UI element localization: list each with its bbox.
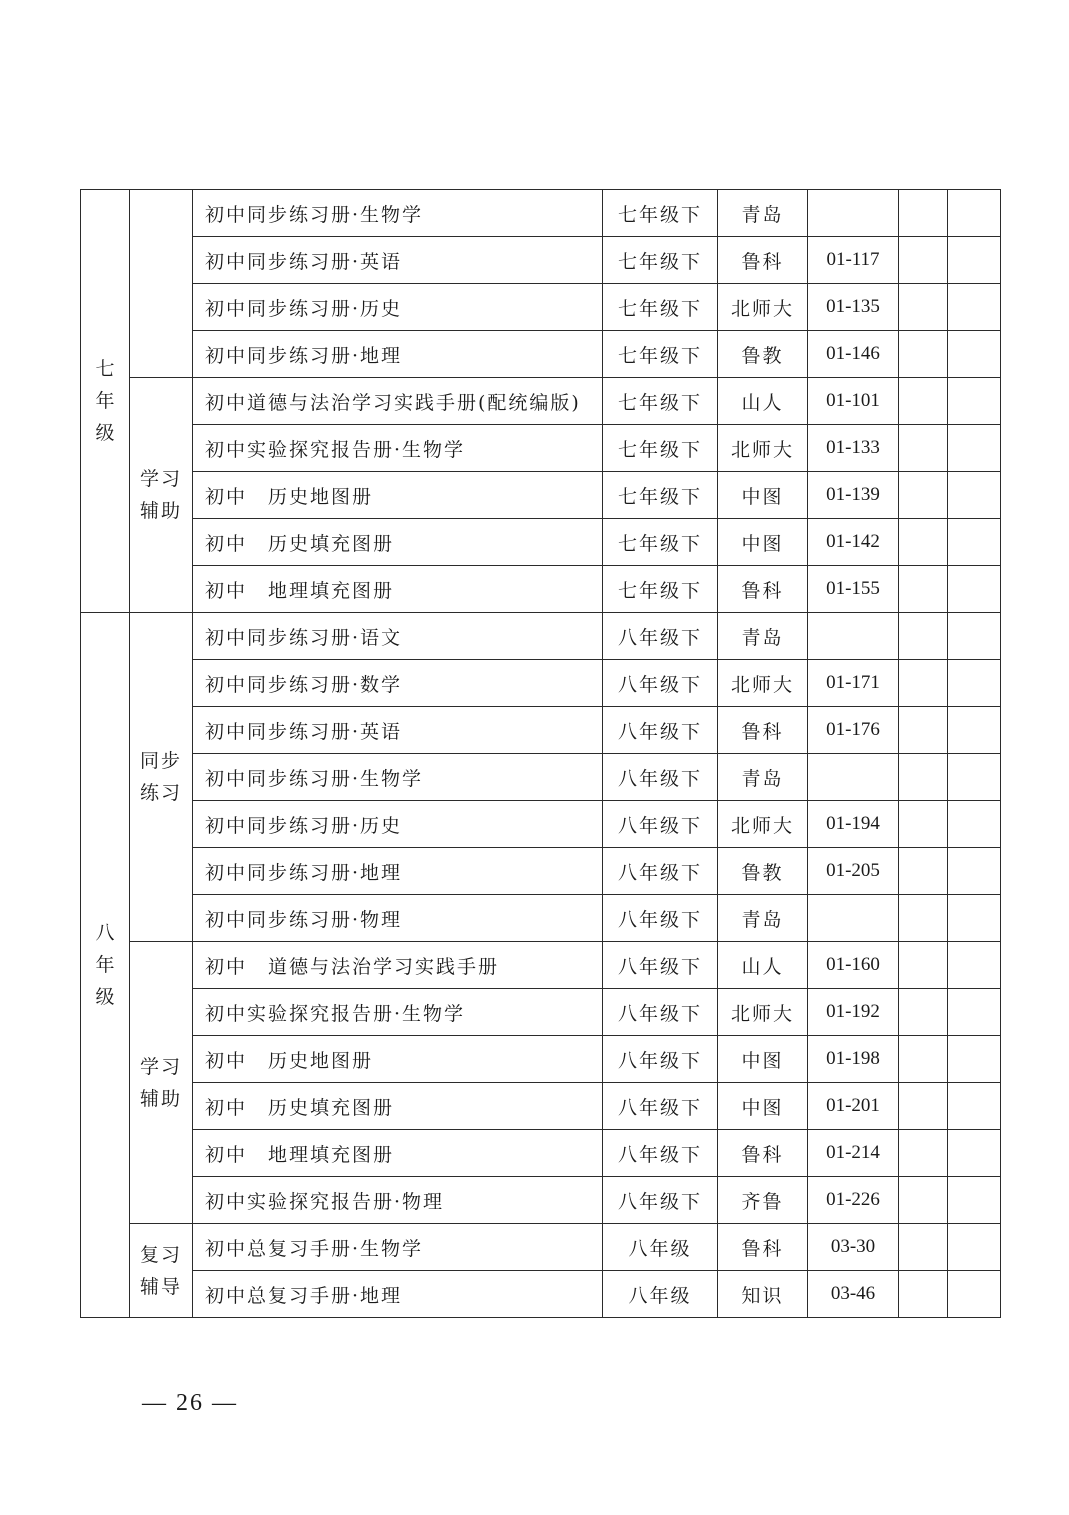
grade-label: 八年级 bbox=[95, 922, 115, 1008]
blank-cell bbox=[948, 519, 1001, 566]
book-title: 初中总复习手册·生物学 bbox=[193, 1224, 603, 1271]
edition-cell: 八年级下 bbox=[603, 754, 718, 801]
book-title: 初中同步练习册·生物学 bbox=[193, 190, 603, 237]
table-row bbox=[81, 989, 1001, 1036]
edition-cell: 七年级下 bbox=[603, 472, 718, 519]
code-cell: 01-146 bbox=[808, 331, 899, 378]
code-cell: 03-30 bbox=[808, 1224, 899, 1271]
edition-cell: 八年级下 bbox=[603, 848, 718, 895]
edition-cell: 八年级 bbox=[603, 1271, 718, 1318]
publisher-cell: 青岛 bbox=[718, 190, 808, 237]
book-title: 初中 历史填充图册 bbox=[193, 519, 603, 566]
edition-cell: 七年级下 bbox=[603, 331, 718, 378]
book-title: 初中道德与法治学习实践手册(配统编版) bbox=[193, 378, 603, 425]
blank-cell bbox=[948, 425, 1001, 472]
publisher-cell: 鲁科 bbox=[718, 1130, 808, 1177]
code-cell: 01-155 bbox=[808, 566, 899, 613]
book-title: 初中 道德与法治学习实践手册 bbox=[193, 942, 603, 989]
table-row bbox=[81, 942, 1001, 989]
code-cell bbox=[808, 895, 899, 942]
blank-cell bbox=[899, 237, 948, 284]
code-cell: 01-142 bbox=[808, 519, 899, 566]
publisher-cell: 青岛 bbox=[718, 613, 808, 660]
table-row bbox=[81, 895, 1001, 942]
blank-cell bbox=[948, 1036, 1001, 1083]
edition-cell: 八年级下 bbox=[603, 1130, 718, 1177]
grade-cell-8 bbox=[81, 613, 130, 1318]
book-title: 初中 地理填充图册 bbox=[193, 1130, 603, 1177]
book-title: 初中实验探究报告册·生物学 bbox=[193, 425, 603, 472]
blank-cell bbox=[899, 519, 948, 566]
table-row bbox=[81, 472, 1001, 519]
publisher-cell: 北师大 bbox=[718, 801, 808, 848]
book-title: 初中同步练习册·英语 bbox=[193, 707, 603, 754]
book-title: 初中 历史地图册 bbox=[193, 1036, 603, 1083]
book-title: 初中 地理填充图册 bbox=[193, 566, 603, 613]
blank-cell bbox=[948, 848, 1001, 895]
table-row bbox=[81, 566, 1001, 613]
blank-cell bbox=[899, 942, 948, 989]
edition-cell: 八年级下 bbox=[603, 1083, 718, 1130]
table-row bbox=[81, 1271, 1001, 1318]
code-cell: 01-226 bbox=[808, 1177, 899, 1224]
code-cell bbox=[808, 754, 899, 801]
table-row bbox=[81, 425, 1001, 472]
edition-cell: 八年级下 bbox=[603, 1036, 718, 1083]
edition-cell: 七年级下 bbox=[603, 425, 718, 472]
book-title: 初中同步练习册·语文 bbox=[193, 613, 603, 660]
code-cell bbox=[808, 190, 899, 237]
book-title: 初中同步练习册·地理 bbox=[193, 331, 603, 378]
blank-cell bbox=[899, 754, 948, 801]
blank-cell bbox=[948, 331, 1001, 378]
blank-cell bbox=[948, 801, 1001, 848]
publisher-cell: 北师大 bbox=[718, 425, 808, 472]
book-title: 初中同步练习册·历史 bbox=[193, 284, 603, 331]
book-title: 初中实验探究报告册·生物学 bbox=[193, 989, 603, 1036]
edition-cell: 八年级下 bbox=[603, 942, 718, 989]
page-number: — 26 — bbox=[142, 1390, 238, 1416]
code-cell: 01-160 bbox=[808, 942, 899, 989]
code-cell bbox=[808, 613, 899, 660]
code-cell: 01-171 bbox=[808, 660, 899, 707]
code-cell: 03-46 bbox=[808, 1271, 899, 1318]
blank-cell bbox=[899, 331, 948, 378]
publisher-cell: 鲁教 bbox=[718, 848, 808, 895]
edition-cell: 八年级下 bbox=[603, 1177, 718, 1224]
edition-cell: 八年级下 bbox=[603, 707, 718, 754]
blank-cell bbox=[899, 707, 948, 754]
book-title: 初中同步练习册·历史 bbox=[193, 801, 603, 848]
table-row bbox=[81, 660, 1001, 707]
book-title: 初中同步练习册·地理 bbox=[193, 848, 603, 895]
grade-label: 七年级 bbox=[95, 358, 115, 444]
publisher-cell: 山人 bbox=[718, 942, 808, 989]
publisher-cell: 知识 bbox=[718, 1271, 808, 1318]
book-title: 初中总复习手册·地理 bbox=[193, 1271, 603, 1318]
blank-cell bbox=[899, 566, 948, 613]
publisher-cell: 青岛 bbox=[718, 895, 808, 942]
blank-cell bbox=[948, 1271, 1001, 1318]
edition-cell: 七年级下 bbox=[603, 237, 718, 284]
edition-cell: 八年级下 bbox=[603, 613, 718, 660]
blank-cell bbox=[899, 1271, 948, 1318]
blank-cell bbox=[948, 754, 1001, 801]
blank-cell bbox=[948, 895, 1001, 942]
book-title: 初中同步练习册·生物学 bbox=[193, 754, 603, 801]
blank-cell bbox=[948, 989, 1001, 1036]
edition-cell: 七年级下 bbox=[603, 566, 718, 613]
blank-cell bbox=[948, 472, 1001, 519]
edition-cell: 七年级下 bbox=[603, 190, 718, 237]
publisher-cell: 北师大 bbox=[718, 660, 808, 707]
blank-cell bbox=[899, 1224, 948, 1271]
code-cell: 01-176 bbox=[808, 707, 899, 754]
code-cell: 01-139 bbox=[808, 472, 899, 519]
blank-cell bbox=[899, 1036, 948, 1083]
blank-cell bbox=[948, 660, 1001, 707]
category-cell bbox=[130, 942, 193, 1224]
publisher-cell: 鲁教 bbox=[718, 331, 808, 378]
code-cell: 01-194 bbox=[808, 801, 899, 848]
edition-cell: 八年级下 bbox=[603, 895, 718, 942]
blank-cell bbox=[948, 1130, 1001, 1177]
code-cell: 01-133 bbox=[808, 425, 899, 472]
blank-cell bbox=[899, 284, 948, 331]
publisher-cell: 中图 bbox=[718, 1083, 808, 1130]
table-row bbox=[81, 519, 1001, 566]
edition-cell: 七年级下 bbox=[603, 284, 718, 331]
table-row bbox=[81, 613, 1001, 660]
publisher-cell: 中图 bbox=[718, 1036, 808, 1083]
blank-cell bbox=[899, 848, 948, 895]
blank-cell bbox=[899, 895, 948, 942]
blank-cell bbox=[948, 1224, 1001, 1271]
blank-cell bbox=[899, 472, 948, 519]
table-row bbox=[81, 237, 1001, 284]
publisher-cell: 鲁科 bbox=[718, 566, 808, 613]
table-row bbox=[81, 848, 1001, 895]
table-row bbox=[81, 707, 1001, 754]
table-row bbox=[81, 378, 1001, 425]
code-cell: 01-135 bbox=[808, 284, 899, 331]
code-cell: 01-192 bbox=[808, 989, 899, 1036]
blank-cell bbox=[948, 566, 1001, 613]
table-row bbox=[81, 331, 1001, 378]
category-cell bbox=[130, 613, 193, 942]
publisher-cell: 鲁科 bbox=[718, 1224, 808, 1271]
category-cell bbox=[130, 1224, 193, 1318]
category-cell bbox=[130, 378, 193, 613]
blank-cell bbox=[948, 284, 1001, 331]
table-row bbox=[81, 1130, 1001, 1177]
code-cell: 01-205 bbox=[808, 848, 899, 895]
publisher-cell: 中图 bbox=[718, 472, 808, 519]
blank-cell bbox=[948, 707, 1001, 754]
publisher-cell: 鲁科 bbox=[718, 707, 808, 754]
publisher-cell: 鲁科 bbox=[718, 237, 808, 284]
publisher-cell: 山人 bbox=[718, 378, 808, 425]
code-cell: 01-214 bbox=[808, 1130, 899, 1177]
blank-cell bbox=[948, 1083, 1001, 1130]
book-title: 初中同步练习册·数学 bbox=[193, 660, 603, 707]
book-title: 初中 历史填充图册 bbox=[193, 1083, 603, 1130]
blank-cell bbox=[899, 1177, 948, 1224]
blank-cell bbox=[948, 190, 1001, 237]
code-cell: 01-117 bbox=[808, 237, 899, 284]
edition-cell: 八年级下 bbox=[603, 989, 718, 1036]
edition-cell: 七年级下 bbox=[603, 519, 718, 566]
book-title: 初中 历史地图册 bbox=[193, 472, 603, 519]
blank-cell bbox=[899, 190, 948, 237]
book-title: 初中实验探究报告册·物理 bbox=[193, 1177, 603, 1224]
blank-cell bbox=[899, 613, 948, 660]
table-row bbox=[81, 1083, 1001, 1130]
table-row bbox=[81, 801, 1001, 848]
blank-cell bbox=[899, 660, 948, 707]
blank-cell bbox=[948, 1177, 1001, 1224]
publisher-cell: 中图 bbox=[718, 519, 808, 566]
edition-cell: 七年级下 bbox=[603, 378, 718, 425]
blank-cell bbox=[899, 989, 948, 1036]
code-cell: 01-201 bbox=[808, 1083, 899, 1130]
category-label: 学习辅助 bbox=[139, 468, 182, 522]
edition-cell: 八年级下 bbox=[603, 660, 718, 707]
blank-cell bbox=[899, 1130, 948, 1177]
blank-cell bbox=[948, 378, 1001, 425]
table-row bbox=[81, 1224, 1001, 1271]
code-cell: 01-101 bbox=[808, 378, 899, 425]
table-row bbox=[81, 754, 1001, 801]
blank-cell bbox=[948, 613, 1001, 660]
blank-cell bbox=[948, 237, 1001, 284]
code-cell: 01-198 bbox=[808, 1036, 899, 1083]
category-label: 复习辅导 bbox=[139, 1243, 182, 1298]
category-cell-empty bbox=[130, 190, 193, 378]
category-label: 同步练习 bbox=[139, 750, 182, 804]
table-row bbox=[81, 1177, 1001, 1224]
table-row bbox=[81, 1036, 1001, 1083]
blank-cell bbox=[899, 1083, 948, 1130]
publisher-cell: 北师大 bbox=[718, 284, 808, 331]
blank-cell bbox=[899, 378, 948, 425]
blank-cell bbox=[948, 942, 1001, 989]
table-row bbox=[81, 190, 1001, 237]
grade-cell-7 bbox=[81, 190, 130, 613]
book-title: 初中同步练习册·英语 bbox=[193, 237, 603, 284]
publisher-cell: 齐鲁 bbox=[718, 1177, 808, 1224]
edition-cell: 八年级下 bbox=[603, 801, 718, 848]
publisher-cell: 北师大 bbox=[718, 989, 808, 1036]
edition-cell: 八年级 bbox=[603, 1224, 718, 1271]
blank-cell bbox=[899, 801, 948, 848]
blank-cell bbox=[899, 425, 948, 472]
category-label: 学习辅助 bbox=[139, 1055, 182, 1110]
publisher-cell: 青岛 bbox=[718, 754, 808, 801]
table-row bbox=[81, 284, 1001, 331]
textbook-catalog-table bbox=[80, 189, 1001, 1318]
book-title: 初中同步练习册·物理 bbox=[193, 895, 603, 942]
